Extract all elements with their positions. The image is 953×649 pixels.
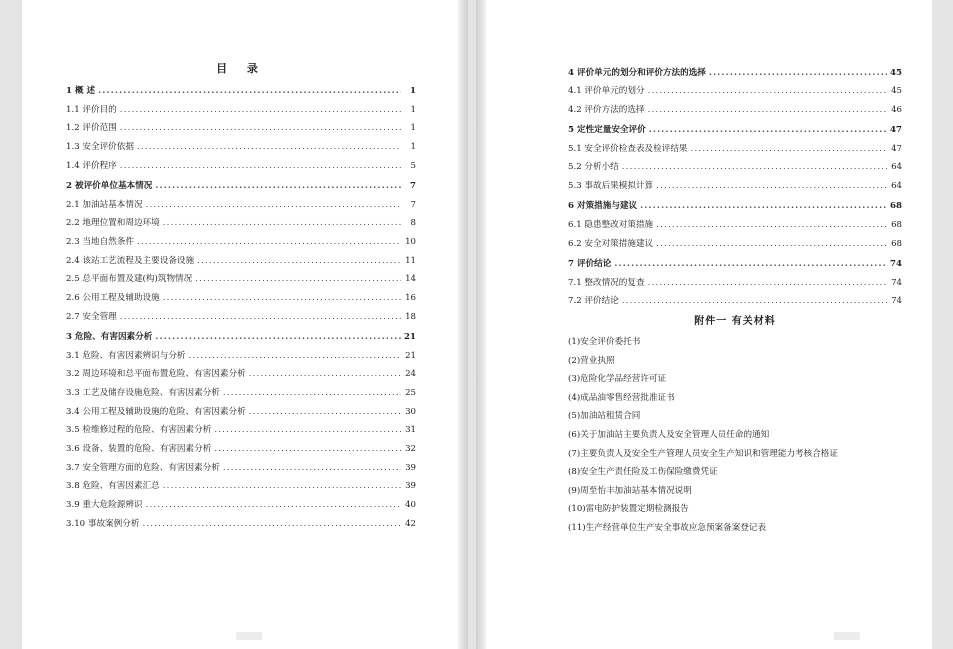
- toc-page-number: 21: [405, 350, 416, 361]
- toc-page-number: 8: [410, 218, 416, 229]
- toc-chapter-entry: [568, 255, 902, 274]
- toc-entry-title: 5.3 事故后果模拟计算: [568, 181, 654, 192]
- appendix-item: (7)主要负责人及安全生产管理人员安全生产知识和管理能力考核合格证: [568, 448, 838, 459]
- scan-smudge: [236, 632, 262, 640]
- appendix-title: 附件一 有关材料: [694, 315, 776, 327]
- toc-page-number: 45: [891, 86, 902, 97]
- toc-entry-title: 2.5 总平面布置及建(构)筑物情况: [66, 274, 193, 285]
- toc-leader-dots: [249, 403, 401, 422]
- toc-leader-dots: [163, 477, 401, 496]
- toc-entry-title: 1.3 安全评价依据: [66, 142, 134, 153]
- toc-leader-dots: [155, 328, 401, 347]
- toc-section-entry: [66, 403, 416, 422]
- toc-page-number: 11: [405, 255, 416, 266]
- toc-page-number: 68: [890, 201, 902, 212]
- toc-entry-title: 1.4 评价程序: [66, 160, 117, 171]
- toc-leader-dots: [709, 64, 887, 83]
- toc-entry-title: 3.9 重大危险源辨识: [66, 500, 143, 511]
- toc-leader-dots: [163, 289, 401, 308]
- toc-page-number: 68: [891, 220, 902, 230]
- appendix-item: (5)加油站租赁合同: [568, 411, 641, 422]
- toc-section-entry: [66, 365, 416, 384]
- toc-leader-dots: [691, 140, 887, 159]
- toc-section-entry: [568, 274, 902, 293]
- toc-section-entry: [66, 138, 416, 157]
- appendix-item: (3)危险化学品经营许可证: [568, 374, 667, 385]
- toc-page-number: 40: [405, 500, 416, 511]
- toc-entry-title: 2.2 地理位置和周边环境: [66, 218, 160, 229]
- toc-leader-dots: [656, 235, 887, 254]
- toc-leader-dots: [146, 196, 401, 215]
- toc-entry-title: 3.3 工艺及储存设施危险、有害因素分析: [66, 388, 220, 398]
- toc-entry-title: 3.5 检维修过程的危险、有害因素分析: [66, 425, 212, 436]
- appendix-item: (6)关于加油站主要负责人及安全管理人员任命的通知: [568, 429, 770, 440]
- toc-leader-dots: [648, 274, 887, 293]
- toc-page-number: 32: [405, 444, 416, 455]
- toc-entry-title: 2.1 加油站基本情况: [66, 199, 143, 210]
- toc-section-entry: [66, 496, 416, 515]
- toc-entry-title: 4 评价单元的划分和评价方法的选择: [568, 67, 706, 78]
- toc-section-entry: [66, 119, 416, 138]
- toc-title: 目 录: [216, 62, 266, 75]
- toc-leader-dots: [648, 101, 887, 120]
- toc-leader-dots: [214, 421, 401, 440]
- right-page: [486, 0, 932, 649]
- toc-leader-dots: [137, 138, 401, 157]
- toc-leader-dots: [614, 255, 887, 274]
- toc-leader-dots: [146, 496, 401, 515]
- toc-entry-title: 3.1 危险、有害因素辨识与分析: [66, 350, 186, 361]
- toc-leader-dots: [656, 216, 887, 235]
- toc-entry-title: 3.8 危险、有害因素汇总: [66, 481, 160, 492]
- toc-entries-right: [568, 64, 902, 311]
- toc-section-entry: [66, 214, 416, 233]
- toc-page-number: 39: [405, 462, 416, 473]
- toc-page-number: 14: [405, 274, 416, 285]
- toc-leader-dots: [640, 197, 887, 216]
- toc-entry-title: 2.3 当地自然条件: [66, 237, 134, 247]
- toc-chapter-entry: [568, 197, 902, 216]
- toc-page-number: 18: [405, 311, 416, 322]
- toc-entry-title: 7 评价结论: [568, 258, 612, 269]
- toc-entry-title: 6.1 隐患整改对策措施: [568, 220, 654, 230]
- toc-entry-title: 7.1 整改情况的复查: [568, 277, 645, 288]
- toc-chapter-entry: [66, 328, 416, 347]
- toc-section-entry: [66, 252, 416, 271]
- toc-page-number: 1: [410, 86, 416, 96]
- appendix-item: (4)成品油零售经营批准证书: [568, 392, 675, 403]
- toc-section-entry: [66, 384, 416, 403]
- toc-entry-title: 7.2 评价结论: [568, 296, 619, 307]
- toc-page-number: 10: [405, 237, 416, 247]
- page-gutter-left: [458, 0, 468, 649]
- toc-page-number: 42: [405, 518, 416, 529]
- toc-section-entry: [568, 158, 902, 177]
- toc-page-number: 39: [405, 481, 416, 492]
- toc-leader-dots: [648, 82, 887, 101]
- toc-entry-title: 2.7 安全管理: [66, 311, 117, 322]
- toc-leader-dots: [120, 119, 401, 138]
- toc-entry-title: 5.2 分析小结: [568, 162, 619, 173]
- toc-entry-title: 1.1 评价目的: [66, 104, 117, 115]
- toc-right: [486, 62, 932, 537]
- left-page: [22, 0, 458, 649]
- toc-page-number: 47: [890, 125, 902, 136]
- toc-section-entry: [568, 140, 902, 159]
- toc-leader-dots: [223, 459, 401, 478]
- toc-page-number: 25: [405, 388, 416, 398]
- toc-page-number: 64: [891, 181, 902, 192]
- toc-entries-left: [66, 82, 416, 534]
- toc-section-entry: [568, 292, 902, 311]
- toc-page-number: 7: [410, 199, 416, 210]
- toc-entry-title: 3.4 公用工程及辅助设施的危险、有害因素分析: [66, 406, 246, 417]
- toc-page-number: 31: [405, 425, 416, 436]
- toc-leader-dots: [214, 440, 401, 459]
- toc-leader-dots: [189, 347, 401, 366]
- toc-section-entry: [66, 347, 416, 366]
- appendix-item: (9)周至怡丰加油站基本情况说明: [568, 485, 692, 496]
- toc-leader-dots: [120, 308, 401, 327]
- toc-entry-title: 3.10 事故案例分析: [66, 518, 140, 529]
- toc-leader-dots: [622, 158, 887, 177]
- appendix-item: (10)雷电防护装置定期检测报告: [568, 504, 689, 515]
- toc-leader-dots: [656, 177, 887, 196]
- toc-page-number: 45: [890, 67, 902, 78]
- toc-page-number: 30: [405, 406, 416, 417]
- toc-entry-title: 4.1 评价单元的划分: [568, 86, 645, 97]
- toc-leader-dots: [197, 252, 401, 271]
- toc-page-number: 47: [891, 143, 902, 154]
- toc-section-entry: [66, 233, 416, 252]
- toc-section-entry: [568, 235, 902, 254]
- toc-leader-dots: [249, 365, 401, 384]
- toc-leader-dots: [622, 292, 887, 311]
- toc-leader-dots: [98, 82, 401, 101]
- toc-entry-title: 1 概 述: [66, 86, 96, 96]
- toc-leader-dots: [137, 233, 401, 252]
- toc-leader-dots: [120, 157, 401, 176]
- toc-section-entry: [66, 477, 416, 496]
- toc-leader-dots: [649, 121, 887, 140]
- toc-section-entry: [568, 82, 902, 101]
- toc-page-number: 7: [410, 180, 416, 191]
- toc-page-number: 1: [410, 104, 416, 115]
- toc-section-entry: [66, 459, 416, 478]
- toc-chapter-entry: [568, 121, 902, 140]
- toc-section-entry: [568, 177, 902, 196]
- toc-section-entry: [66, 157, 416, 176]
- toc-entry-title: 3.6 设备、装置的危险、有害因素分析: [66, 444, 212, 455]
- toc-leader-dots: [120, 101, 401, 120]
- toc-entry-title: 6.2 安全对策措施建议: [568, 238, 654, 249]
- toc-leader-dots: [142, 515, 401, 534]
- toc-entry-title: 3.2 周边环境和总平面布置危险、有害因素分析: [66, 369, 246, 380]
- toc-section-entry: [66, 270, 416, 289]
- toc-chapter-entry: [568, 64, 902, 83]
- toc-page-number: 21: [404, 331, 416, 342]
- toc-leader-dots: [223, 384, 401, 403]
- appendix-list: [568, 333, 902, 538]
- toc-section-entry: [66, 421, 416, 440]
- toc-page-number: 16: [405, 293, 416, 304]
- toc-page-number: 68: [891, 238, 902, 249]
- toc-entry-title: 3 危险、有害因素分析: [66, 331, 153, 342]
- appendix-item: (11)生产经营单位生产安全事故应急预案备案登记表: [568, 522, 767, 533]
- toc-entry-title: 1.2 评价范围: [66, 123, 117, 134]
- toc-page-number: 74: [890, 258, 902, 269]
- appendix-item: (1)安全评价委托书: [568, 336, 641, 347]
- toc-leader-dots: [195, 270, 401, 289]
- toc-section-entry: [568, 101, 902, 120]
- toc-section-entry: [66, 440, 416, 459]
- toc-section-entry: [66, 101, 416, 120]
- toc-entry-title: 4.2 评价方法的选择: [568, 104, 645, 115]
- toc-page-number: 74: [891, 277, 902, 288]
- toc-entry-title: 2.6 公用工程及辅助设施: [66, 293, 160, 304]
- toc-leader-dots: [163, 214, 401, 233]
- toc-chapter-entry: [66, 177, 416, 196]
- toc-entry-title: 3.7 安全管理方面的危险、有害因素分析: [66, 462, 220, 473]
- toc-section-entry: [66, 196, 416, 215]
- toc-page-number: 5: [410, 160, 416, 171]
- toc-page-number: 24: [405, 369, 416, 380]
- toc-leader-dots: [155, 177, 401, 196]
- toc-chapter-entry: [66, 82, 416, 101]
- toc-entry-title: 2.4 该站工艺流程及主要设备设施: [66, 255, 195, 266]
- toc-left: [22, 60, 458, 534]
- toc-page-number: 64: [891, 162, 902, 173]
- toc-section-entry: [66, 515, 416, 534]
- toc-section-entry: [568, 216, 902, 235]
- toc-section-entry: [66, 289, 416, 308]
- toc-entry-title: 2 被评价单位基本情况: [66, 180, 153, 191]
- appendix-item: (8)安全生产责任险及工伤保险缴费凭证: [568, 467, 718, 478]
- scan-smudge: [834, 632, 860, 640]
- toc-entry-title: 5 定性定量安全评价: [568, 125, 646, 136]
- toc-entry-title: 6 对策措施与建议: [568, 201, 638, 212]
- toc-page-number: 46: [891, 104, 902, 115]
- toc-page-number: 1: [410, 142, 416, 153]
- toc-section-entry: [66, 308, 416, 327]
- appendix-item: (2)营业执照: [568, 355, 615, 366]
- toc-page-number: 74: [891, 296, 902, 307]
- toc-entry-title: 5.1 安全评价检查表及检评结果: [568, 143, 688, 154]
- toc-page-number: 1: [410, 123, 416, 134]
- page-gutter-right: [476, 0, 486, 649]
